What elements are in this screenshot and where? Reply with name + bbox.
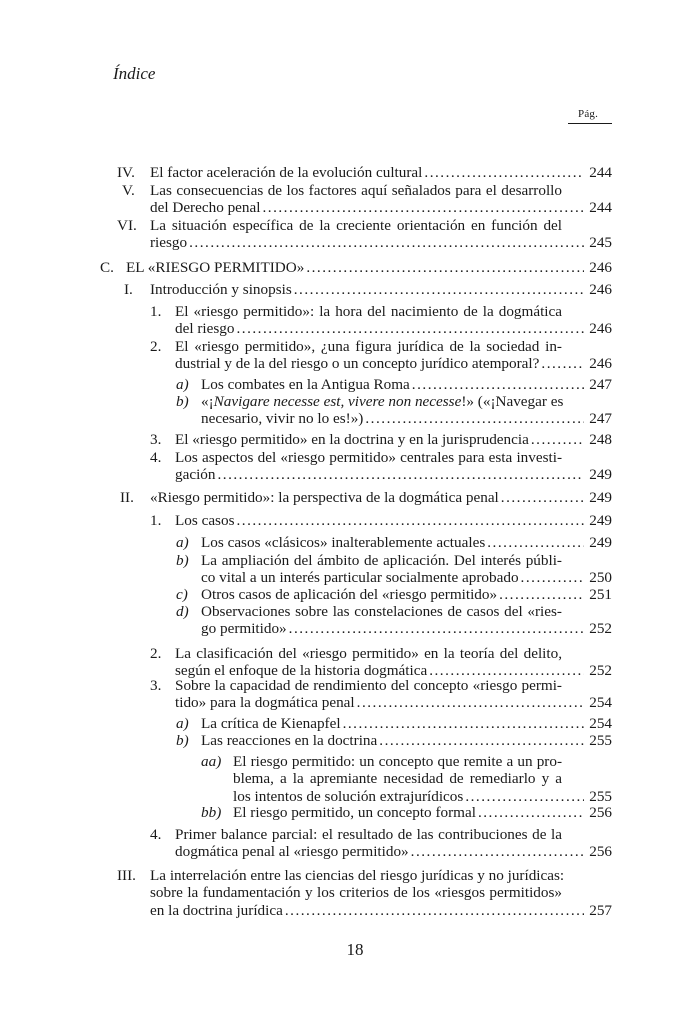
toc-entry — [176, 534, 612, 551]
dot-leader — [531, 431, 584, 448]
dot-leader — [236, 512, 584, 529]
entry-number: I. — [124, 281, 133, 298]
entry-page: 249 — [589, 534, 612, 551]
toc-entry — [176, 376, 612, 393]
toc-entry — [201, 804, 612, 821]
entry-title: El riesgo permitido, un concepto formal — [233, 804, 476, 821]
entry-title-line: La clasificación del «riesgo permitido» en la teoría del delito, — [175, 645, 562, 662]
entry-number: b) — [176, 732, 189, 749]
dot-leader — [217, 466, 584, 483]
entry-title: Las reacciones en la doctrina — [201, 732, 378, 749]
toc-entry — [176, 393, 612, 428]
entry-title: Los casos «clásicos» inalterablemente actuales — [201, 534, 486, 551]
entry-page: 254 — [589, 694, 612, 712]
dot-leader — [424, 164, 584, 181]
toc-entry — [150, 645, 612, 680]
toc-entry — [176, 586, 612, 603]
dot-leader — [465, 788, 584, 805]
dot-leader — [189, 234, 584, 251]
entry-page: 248 — [589, 431, 612, 448]
entry-page: 245 — [589, 234, 612, 252]
entry-title-line: El «riesgo permitido»: la hora del nacimiento de la dogmática — [175, 303, 562, 320]
entry-number: 3. — [150, 677, 162, 694]
entry-page: 249 — [589, 512, 612, 529]
entry-number: 1. — [150, 303, 162, 320]
dot-leader — [411, 843, 584, 860]
entry-number: VI. — [117, 217, 137, 234]
entry-number: 2. — [150, 338, 162, 355]
entry-page: 246 — [589, 259, 612, 276]
entry-number: a) — [176, 534, 189, 551]
entry-page: 250 — [589, 569, 612, 587]
toc-entry — [117, 867, 612, 919]
entry-number: a) — [176, 376, 189, 393]
latin-phrase: Navigare necesse est, vivere non necesse — [213, 393, 462, 410]
dot-leader — [285, 902, 584, 919]
entry-title-line — [201, 393, 562, 410]
entry-page: 244 — [589, 199, 612, 217]
dot-leader — [541, 355, 584, 372]
entry-page: 257 — [589, 901, 612, 919]
entry-number: c) — [176, 586, 188, 603]
toc-entry — [150, 338, 612, 373]
entry-page: 247 — [589, 376, 612, 393]
entry-title: EL «RIESGO PERMITIDO» — [126, 259, 305, 276]
entry-title: Los casos — [175, 512, 235, 529]
toc-entry — [150, 303, 612, 338]
dot-leader — [357, 694, 584, 711]
entry-title: del Derecho penal — [150, 199, 261, 217]
entry-page: 252 — [589, 620, 612, 638]
entry-title: La crítica de Kienapfel — [201, 715, 341, 732]
toc-entry — [120, 489, 612, 506]
dot-leader — [501, 489, 584, 506]
dot-leader — [478, 804, 584, 821]
entry-title-line: El «riesgo permitido», ¿una figura jurídica de la sociedad in- — [175, 338, 562, 355]
entry-page: 256 — [589, 843, 612, 861]
entry-number: a) — [176, 715, 189, 732]
entry-page: 244 — [589, 164, 612, 181]
dot-leader — [412, 376, 584, 393]
entry-title: riesgo — [150, 234, 188, 252]
entry-number: aa) — [201, 753, 222, 770]
dot-leader — [262, 199, 584, 216]
entry-title-line: La situación específica de la creciente orientación en función del — [150, 217, 562, 234]
entry-number: 1. — [150, 512, 162, 529]
toc-entry — [201, 753, 612, 805]
toc-entry — [150, 449, 612, 484]
entry-page: 247 — [589, 410, 612, 428]
entry-title-line: La interrelación entre las ciencias del riesgo jurídicas y no jurídicas: — [150, 867, 565, 884]
entry-number: bb) — [201, 804, 222, 821]
dot-leader — [487, 534, 584, 551]
entry-number: V. — [122, 182, 135, 199]
entry-number: b) — [176, 552, 189, 569]
toc-entry — [150, 512, 612, 529]
entry-page: 246 — [589, 355, 612, 373]
entry-number: IV. — [117, 164, 135, 181]
entry-title: go permitido» — [201, 620, 287, 638]
entry-title: en la doctrina jurídica — [150, 901, 283, 919]
entry-number: 4. — [150, 826, 162, 843]
toc-entry — [176, 715, 612, 732]
entry-title: dogmática penal al «riesgo permitido» — [175, 843, 409, 861]
dot-leader — [289, 620, 584, 637]
entry-number: 3. — [150, 431, 162, 448]
entry-title: gación — [175, 466, 216, 484]
toc-entry — [117, 217, 612, 252]
dot-leader — [365, 410, 584, 427]
entry-title: según el enfoque de la historia dogmática — [175, 662, 428, 680]
entry-title: los intentos de solución extrajurídicos — [233, 787, 464, 805]
entry-title-line: El riesgo permitido: un concepto que remite a un pro- — [233, 753, 562, 770]
entry-title-line: sobre la fundamentación y los criterios de los «riesgos permitidos» — [150, 884, 562, 902]
entry-page: 249 — [589, 466, 612, 484]
page-number: 18 — [346, 940, 364, 959]
entry-number: d) — [176, 603, 189, 620]
entry-number: C. — [100, 259, 114, 276]
entry-title: co vital a un interés particular socialmente aprobado — [201, 569, 519, 587]
entry-page: 255 — [589, 787, 612, 805]
entry-title: tido» para la dogmática penal — [175, 694, 355, 712]
entry-title: «Riesgo permitido»: la perspectiva de la dogmática penal — [150, 489, 499, 506]
toc-entry — [176, 732, 612, 749]
toc-entry — [176, 552, 612, 587]
entry-title: El factor aceleración de la evolución cultural — [150, 164, 423, 181]
entry-number: 2. — [150, 645, 162, 662]
dot-leader — [306, 259, 584, 276]
entry-page: 249 — [589, 489, 612, 506]
entry-number: III. — [117, 867, 136, 884]
entry-title: necesario, vivir no lo es!») — [201, 410, 364, 428]
entry-title-line: La ampliación del ámbito de aplicación. Del interés públi- — [201, 552, 562, 569]
running-title: Índice — [113, 64, 156, 83]
entry-page: 254 — [589, 715, 612, 732]
entry-title: del riesgo — [175, 320, 235, 338]
entry-page: 256 — [589, 804, 612, 821]
entry-title: Introducción y sinopsis — [150, 281, 292, 298]
dot-leader — [294, 281, 584, 298]
entry-title: Otros casos de aplicación del «riesgo permitido» — [201, 586, 498, 603]
entry-number: 4. — [150, 449, 162, 466]
dot-leader — [521, 569, 584, 586]
toc-entry — [124, 281, 612, 298]
entry-number: b) — [176, 393, 189, 410]
entry-page: 246 — [589, 320, 612, 338]
dot-leader — [236, 320, 584, 337]
toc-entry — [150, 677, 612, 712]
entry-title-line: Los aspectos del «riesgo permitido» centrales para esta investi- — [175, 449, 562, 466]
entry-title-part: «¡ — [201, 393, 214, 410]
entry-title-line: Las consecuencias de los factores aquí señalados para el desarrollo — [150, 182, 562, 199]
toc-entry — [100, 259, 612, 276]
entry-page: 251 — [589, 586, 612, 603]
entry-page: 246 — [589, 281, 612, 298]
toc-entry — [122, 182, 612, 217]
entry-title-line: Sobre la capacidad de rendimiento del concepto «riesgo permi- — [175, 677, 562, 694]
entry-title-part: !» («¡Navegar es — [461, 393, 564, 410]
toc-entry — [150, 431, 612, 448]
entry-title: dustrial y de la del riesgo o un concepto jurídico atemporal? — [175, 355, 540, 373]
toc-entry — [150, 826, 612, 861]
toc-entry — [176, 603, 612, 638]
dot-leader — [343, 715, 584, 732]
entry-number: II. — [120, 489, 134, 506]
entry-title: Los combates en la Antigua Roma — [201, 376, 410, 393]
dot-leader — [379, 732, 584, 749]
page-column-label: Pág. — [578, 108, 599, 120]
entry-page: 252 — [589, 662, 612, 680]
entry-page: 255 — [589, 732, 612, 749]
entry-title: El «riesgo permitido» en la doctrina y en la jurisprudencia — [175, 431, 529, 448]
entry-title-line: Observaciones sobre las constelaciones de casos del «ries- — [201, 603, 562, 620]
entry-title-line: blema, a la apremiante necesidad de remediarlo y a — [233, 770, 562, 788]
entry-title-line: Primer balance parcial: el resultado de las contribuciones de la — [175, 826, 562, 843]
toc-entry — [117, 164, 612, 181]
dot-leader — [499, 586, 584, 603]
